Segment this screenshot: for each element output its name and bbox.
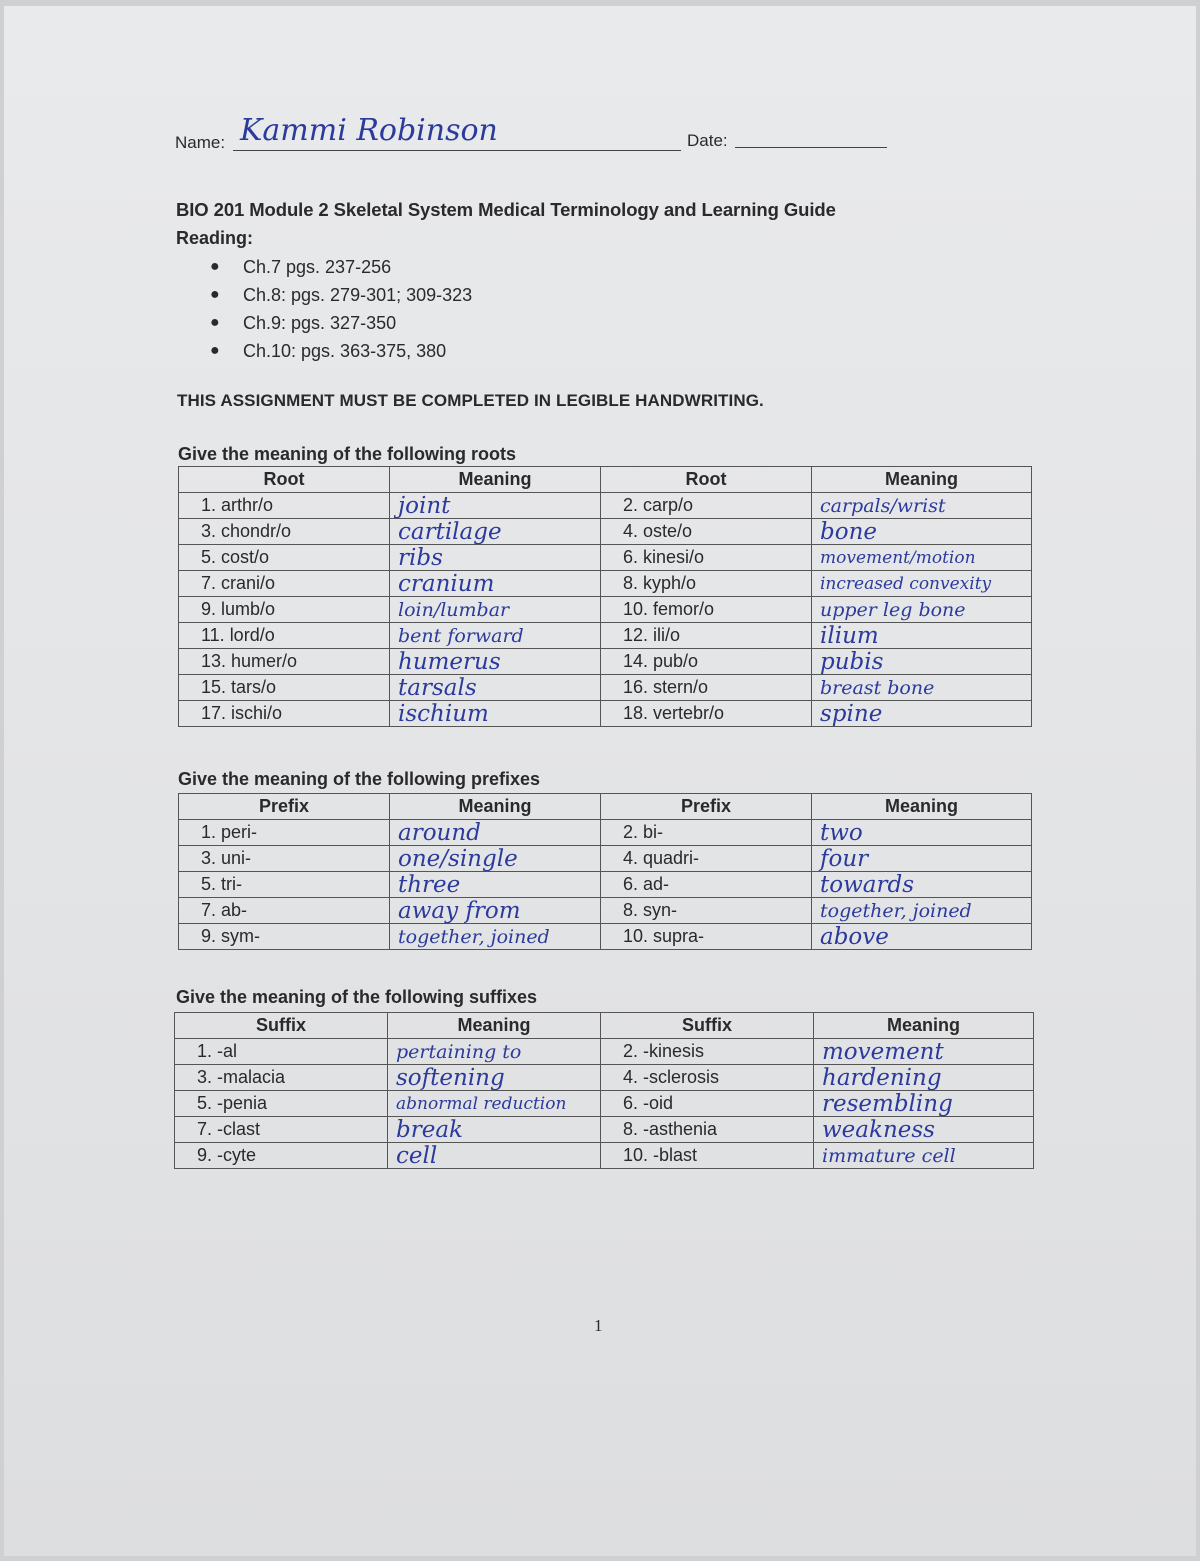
meaning-cell: cartilage [390, 519, 601, 545]
column-header: Meaning [812, 794, 1032, 820]
meaning-cell: pubis [812, 649, 1032, 675]
table-row [179, 846, 1032, 872]
term-cell: 15. tars/o [179, 675, 390, 701]
bullet-icon: ● [210, 258, 220, 275]
reading-item: ● Ch.10: pgs. 363-375, 380 [210, 341, 447, 361]
meaning-cell: together, joined [812, 898, 1032, 924]
term-cell: 7. ab- [179, 898, 390, 924]
table-row [179, 519, 1032, 545]
table-row [179, 701, 1032, 727]
meaning-cell: towards [812, 872, 1032, 898]
term-cell: 6. -oid [601, 1091, 814, 1117]
meaning-cell: cranium [390, 571, 601, 597]
reading-label: Reading: [176, 228, 254, 248]
document-title: BIO 201 Module 2 Skeletal System Medical Terminology and Learning Guide [176, 199, 836, 220]
table-header-row [179, 794, 1032, 820]
table-row [179, 493, 1032, 519]
column-header: Suffix [601, 1013, 814, 1039]
meaning-cell: one/single [390, 846, 601, 872]
term-cell: 10. -blast [601, 1143, 814, 1169]
table-header-row [175, 1013, 1034, 1039]
column-header: Meaning [812, 467, 1032, 493]
term-cell: 14. pub/o [601, 649, 812, 675]
suffixes-table [174, 1012, 1034, 1169]
name-label: Name: [175, 133, 226, 152]
prefixes-section-title: Give the meaning of the following prefixes [178, 769, 541, 789]
name-value: Kammi Robinson [240, 113, 498, 148]
bullet-icon: ● [210, 314, 220, 331]
table-row [175, 1091, 1034, 1117]
meaning-cell: upper leg bone [812, 597, 1032, 623]
term-cell: 6. ad- [601, 872, 812, 898]
table-row [179, 924, 1032, 950]
term-cell: 5. -penia [175, 1091, 388, 1117]
term-cell: 3. uni- [179, 846, 390, 872]
table-row [179, 675, 1032, 701]
meaning-cell: weakness [814, 1117, 1034, 1143]
meaning-cell: increased convexity [812, 571, 1032, 597]
term-cell: 7. crani/o [179, 571, 390, 597]
column-header: Meaning [390, 467, 601, 493]
meaning-cell: tarsals [390, 675, 601, 701]
date-label: Date: [687, 131, 728, 150]
meaning-cell: around [390, 820, 601, 846]
meaning-cell: hardening [814, 1065, 1034, 1091]
term-cell: 7. -clast [175, 1117, 388, 1143]
term-cell: 9. sym- [179, 924, 390, 950]
term-cell: 13. humer/o [179, 649, 390, 675]
table-row [175, 1065, 1034, 1091]
table-row [179, 623, 1032, 649]
handwriting-notice: THIS ASSIGNMENT MUST BE COMPLETED IN LEGIBLE HANDWRITING. [177, 391, 764, 410]
meaning-cell: break [388, 1117, 601, 1143]
bullet-icon: ● [210, 286, 220, 303]
term-cell: 3. -malacia [175, 1065, 388, 1091]
meaning-cell: ischium [390, 701, 601, 727]
term-cell: 4. -sclerosis [601, 1065, 814, 1091]
date-line [735, 147, 887, 148]
suffixes-section-title: Give the meaning of the following suffixes [176, 987, 538, 1007]
table-row [179, 872, 1032, 898]
roots-table [178, 466, 1032, 727]
page-number: 1 [594, 1316, 603, 1335]
term-cell: 5. tri- [179, 872, 390, 898]
meaning-cell: bone [812, 519, 1032, 545]
meaning-cell: carpals/wrist [812, 493, 1032, 519]
meaning-cell: movement [814, 1039, 1034, 1065]
table-row [175, 1117, 1034, 1143]
table-row [175, 1039, 1034, 1065]
term-cell: 8. -asthenia [601, 1117, 814, 1143]
table-row [175, 1143, 1034, 1169]
meaning-cell: together, joined [390, 924, 601, 950]
reading-item: ● Ch.7 pgs. 237-256 [210, 257, 392, 277]
term-cell: 2. bi- [601, 820, 812, 846]
name-line [233, 150, 681, 151]
bullet-icon: ● [210, 342, 220, 359]
term-cell: 8. kyph/o [601, 571, 812, 597]
meaning-cell: above [812, 924, 1032, 950]
term-cell: 2. carp/o [601, 493, 812, 519]
meaning-cell: softening [388, 1065, 601, 1091]
meaning-cell: abnormal reduction [388, 1091, 601, 1117]
meaning-cell: two [812, 820, 1032, 846]
meaning-cell: loin/lumbar [390, 597, 601, 623]
term-cell: 3. chondr/o [179, 519, 390, 545]
meaning-cell: joint [390, 493, 601, 519]
meaning-cell: pertaining to [388, 1039, 601, 1065]
term-cell: 1. arthr/o [179, 493, 390, 519]
column-header: Root [601, 467, 812, 493]
meaning-cell: bent forward [390, 623, 601, 649]
term-cell: 8. syn- [601, 898, 812, 924]
table-row [179, 597, 1032, 623]
table-header-row [179, 467, 1032, 493]
table-row [179, 898, 1032, 924]
column-header: Prefix [179, 794, 390, 820]
meaning-cell: four [812, 846, 1032, 872]
term-cell: 1. -al [175, 1039, 388, 1065]
table-row [179, 545, 1032, 571]
meaning-cell: humerus [390, 649, 601, 675]
column-header: Suffix [175, 1013, 388, 1039]
term-cell: 10. supra- [601, 924, 812, 950]
column-header: Meaning [388, 1013, 601, 1039]
meaning-cell: spine [812, 701, 1032, 727]
term-cell: 12. ili/o [601, 623, 812, 649]
column-header: Prefix [601, 794, 812, 820]
term-cell: 17. ischi/o [179, 701, 390, 727]
reading-list [205, 256, 472, 368]
column-header: Meaning [390, 794, 601, 820]
meaning-cell: resembling [814, 1091, 1034, 1117]
term-cell: 11. lord/o [179, 623, 390, 649]
term-cell: 4. quadri- [601, 846, 812, 872]
meaning-cell: movement/motion [812, 545, 1032, 571]
meaning-cell: away from [390, 898, 601, 924]
table-row [179, 571, 1032, 597]
meaning-cell: cell [388, 1143, 601, 1169]
term-cell: 6. kinesi/o [601, 545, 812, 571]
prefixes-table [178, 793, 1032, 950]
term-cell: 9. -cyte [175, 1143, 388, 1169]
roots-section-title: Give the meaning of the following roots [178, 444, 517, 464]
meaning-cell: ilium [812, 623, 1032, 649]
term-cell: 2. -kinesis [601, 1039, 814, 1065]
term-cell: 18. vertebr/o [601, 701, 812, 727]
term-cell: 4. oste/o [601, 519, 812, 545]
term-cell: 9. lumb/o [179, 597, 390, 623]
column-header: Root [179, 467, 390, 493]
table-row [179, 649, 1032, 675]
term-cell: 5. cost/o [179, 545, 390, 571]
reading-item: ● Ch.8: pgs. 279-301; 309-323 [210, 285, 473, 305]
meaning-cell: three [390, 872, 601, 898]
term-cell: 10. femor/o [601, 597, 812, 623]
table-row [179, 820, 1032, 846]
term-cell: 16. stern/o [601, 675, 812, 701]
meaning-cell: breast bone [812, 675, 1032, 701]
meaning-cell: immature cell [814, 1143, 1034, 1169]
term-cell: 1. peri- [179, 820, 390, 846]
reading-item: ● Ch.9: pgs. 327-350 [210, 313, 397, 333]
column-header: Meaning [814, 1013, 1034, 1039]
meaning-cell: ribs [390, 545, 601, 571]
